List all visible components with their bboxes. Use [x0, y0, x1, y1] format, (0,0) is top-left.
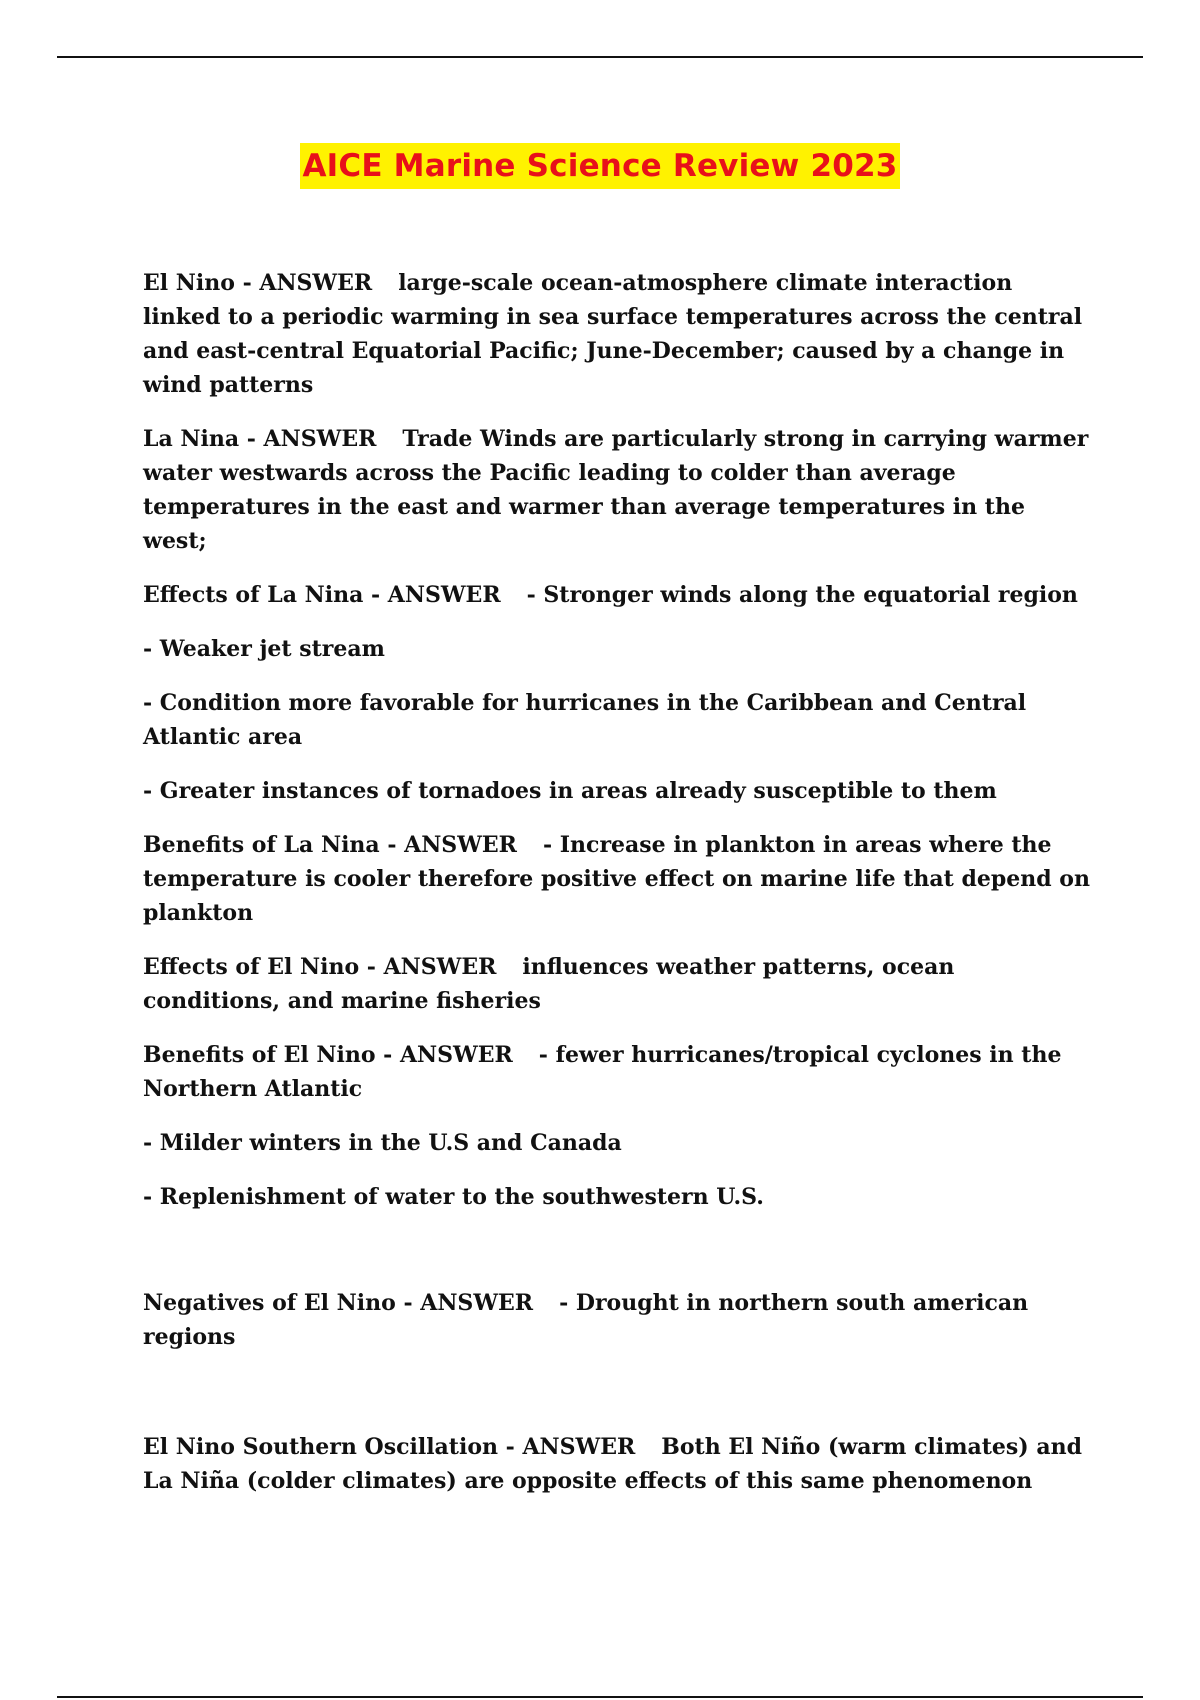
entry-term: El Nino - ANSWER [143, 270, 373, 296]
entry-definition: large-scale ocean-atmosphere climate interaction linked to a periodic warming in sea surface temperatures across the central and east-central Equatorial Pacific; June-December; caused by a change in wind patterns [143, 270, 1083, 398]
entry-negatives-el-nino [143, 1286, 1093, 1354]
bottom-rule [57, 1696, 1143, 1698]
entry-term: Effects of El Nino - ANSWER [143, 954, 497, 980]
entry-definition: influences weather patterns, ocean conditions, and marine fisheries [143, 954, 955, 1014]
entry-definition: Trade Winds are particularly strong in carrying warmer water westwards across the Pacific leading to colder than average temperatures in the east and warmer than average temperatures in the west; [143, 426, 1089, 554]
entry-term: Effects of La Nina - ANSWER [143, 582, 501, 608]
spacer [143, 1374, 1093, 1430]
entry-term: El Nino Southern Oscillation - ANSWER [143, 1434, 636, 1460]
top-rule [57, 56, 1143, 58]
entry-benefits-la-nina [143, 828, 1093, 930]
bullet-line: - Replenishment of water to the southwestern U.S. [143, 1184, 764, 1210]
entry-definition: Both El Niño (warm climates) and La Niña (colder climates) are opposite effects of this same phenomenon [143, 1434, 1082, 1494]
review-content [143, 266, 1093, 1518]
entry-term: Negatives of El Nino - ANSWER [143, 1290, 534, 1316]
entry-effects-el-nino [143, 950, 1093, 1018]
entry-benefits-el-nino [143, 1038, 1093, 1106]
entry-term: Benefits of El Nino - ANSWER [143, 1042, 513, 1068]
bullet-line: - Greater instances of tornadoes in areas already susceptible to them [143, 778, 997, 804]
entry-el-nino [143, 266, 1093, 402]
entry-effects-la-nina [143, 578, 1093, 612]
spacer [143, 1234, 1093, 1286]
bullet-line: - Condition more favorable for hurricanes in the Caribbean and Central Atlantic area [143, 690, 1027, 750]
entry-definition: - fewer hurricanes/tropical cyclones in the Northern Atlantic [143, 1042, 1062, 1102]
bullet-line: - Weaker jet stream [143, 636, 385, 662]
document-title: AICE Marine Science Review 2023 [300, 143, 899, 189]
entry-enso [143, 1430, 1093, 1498]
entry-definition: - Stronger winds along the equatorial region [526, 582, 1078, 608]
entry-term: La Nina - ANSWER [143, 426, 377, 452]
bullet-line: - Milder winters in the U.S and Canada [143, 1130, 622, 1156]
entry-la-nina [143, 422, 1093, 558]
title-container [0, 143, 1200, 189]
entry-term: Benefits of La Nina - ANSWER [143, 832, 517, 858]
entry-definition: - Drought in northern south american regions [143, 1290, 1029, 1350]
entry-definition: - Increase in plankton in areas where the temperature is cooler therefore positive effect on marine life that depend on plankton [143, 832, 1090, 926]
